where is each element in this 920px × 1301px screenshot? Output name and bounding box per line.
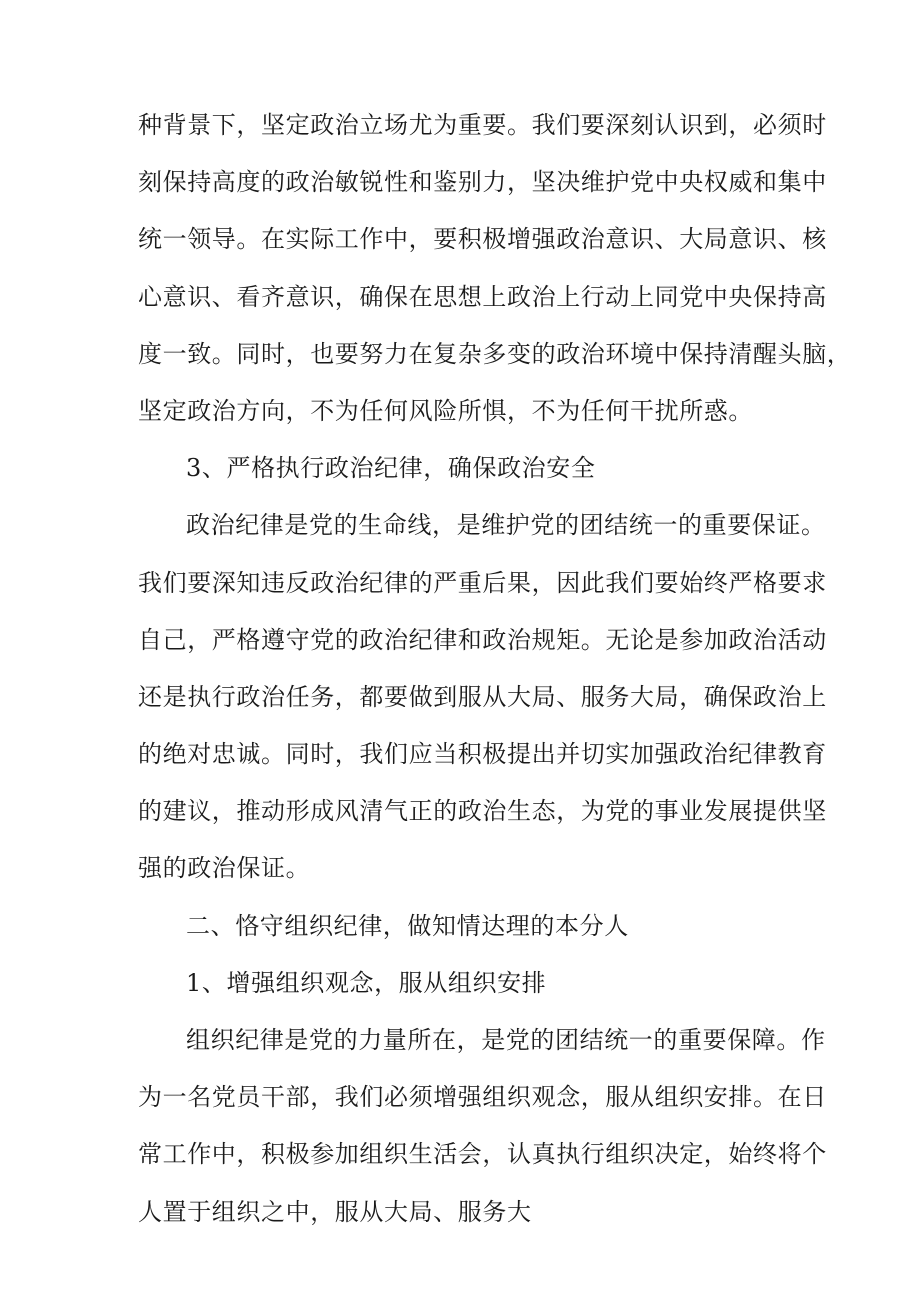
text-line: 我们要深知违反政治纪律的严重后果，因此我们要始终严格要求 bbox=[138, 568, 827, 597]
text-line: 政治纪律是党的生命线，是维护党的团结统一的重要保证。 bbox=[186, 511, 826, 540]
text-line: 为一名党员干部，我们必须增强组织观念，服从组织安排。在日 bbox=[138, 1083, 827, 1112]
paragraph-organizational-discipline bbox=[138, 1023, 827, 1229]
text-line: 自己，严格遵守党的政治纪律和政治规矩。无论是参加政治活动 bbox=[138, 625, 827, 654]
text-line: 人置于组织之中，服从大局、服务大 bbox=[138, 1197, 532, 1226]
text-line: 的绝对忠诚。同时，我们应当积极提出并切实加强政治纪律教育 bbox=[138, 740, 827, 769]
chapter-heading-organizational-discipline: 二、恪守组织纪律，做知情达理的本分人 bbox=[186, 911, 629, 940]
section-heading-political-discipline: 3、严格执行政治纪律，确保政治安全 bbox=[186, 454, 596, 483]
document-page bbox=[138, 108, 852, 1252]
paragraph-political-discipline bbox=[138, 508, 827, 885]
text-line: 统一领导。在实际工作中，要积极增强政治意识、大局意识、核 bbox=[138, 225, 827, 254]
text-line: 度一致。同时，也要努力在复杂多变的政治环境中保持清醒头脑， bbox=[138, 339, 852, 368]
text-line: 坚定政治方向，不为任何风险所惧，不为任何干扰所惑。 bbox=[138, 396, 753, 425]
text-line: 刻保持高度的政治敏锐性和鉴别力，坚决维护党中央权威和集中 bbox=[138, 168, 827, 197]
text-line: 组织纪律是党的力量所在，是党的团结统一的重要保障。作 bbox=[186, 1026, 826, 1054]
text-line: 常工作中，积极参加组织生活会，认真执行组织决定，始终将个 bbox=[138, 1140, 827, 1169]
paragraph-political-stance bbox=[138, 108, 852, 428]
text-line: 强的政治保证。 bbox=[138, 854, 311, 883]
section-heading-organizational-concept: 1、增强组织观念，服从组织安排 bbox=[186, 968, 547, 997]
text-line: 种背景下，坚定政治立场尤为重要。我们要深刻认识到，必须时 bbox=[138, 111, 827, 139]
text-line: 还是执行政治任务，都要做到服从大局、服务大局，确保政治上 bbox=[138, 682, 827, 711]
text-line: 心意识、看齐意识，确保在思想上政治上行动上同党中央保持高 bbox=[138, 282, 827, 311]
text-line: 的建议，推动形成风清气正的政治生态，为党的事业发展提供坚 bbox=[138, 797, 827, 826]
